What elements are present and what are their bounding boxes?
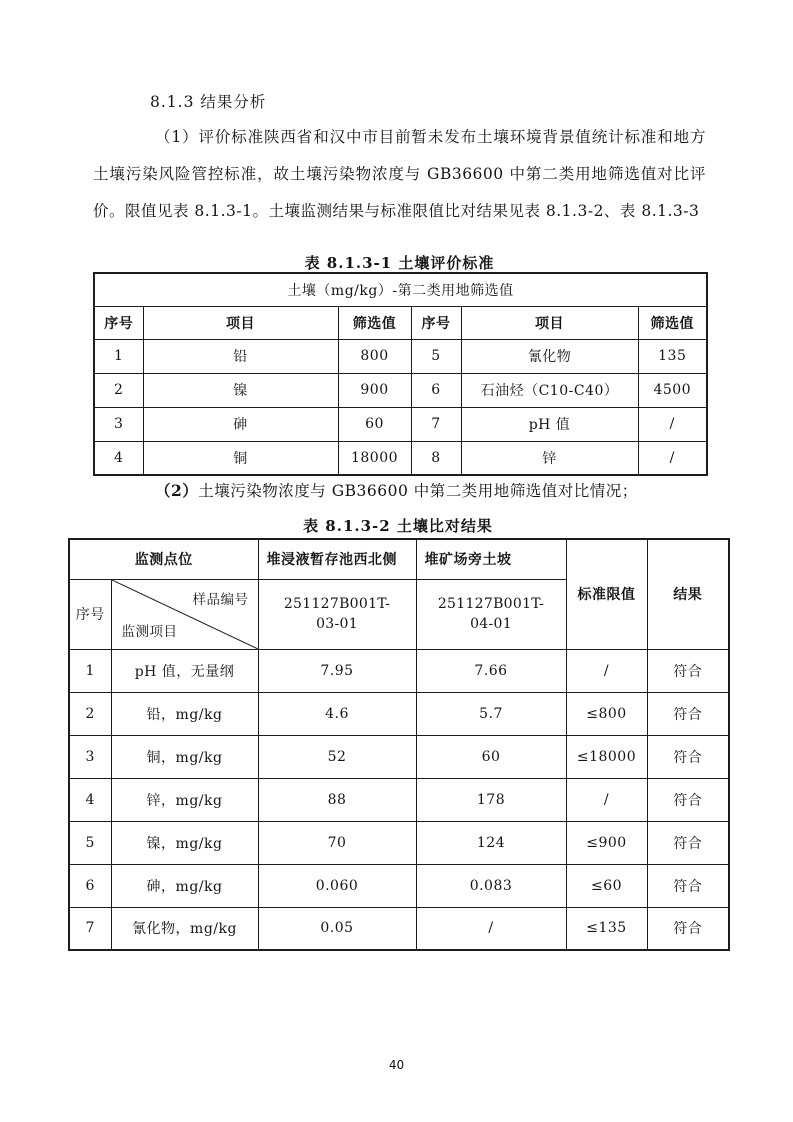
table2-result: 符合 — [647, 821, 729, 864]
table1-header-cell: 项目 — [461, 306, 638, 339]
table2-limit: ≤60 — [566, 864, 647, 907]
table-row — [94, 373, 707, 407]
table2-value1: 4.6 — [258, 692, 416, 735]
table2-value1: 0.060 — [258, 864, 416, 907]
table2-value2: 5.7 — [416, 692, 566, 735]
soil-standard-table — [93, 272, 708, 476]
table1-cell: 60 — [338, 407, 411, 441]
paragraph-1-text: 评价标准陕西省和汉中市目前暂未发布土壤环境背景值统计标准和地方土壤污染风险管控标准，故土壤污染物浓度与 GB36600 中第二类用地筛选值对比评价。限值见表 8.1.3-1。土壤监测结果与标准限值比对结果见表 8.1.3-2、表 8.1.3-3 — [93, 128, 706, 220]
table1-cell: 800 — [338, 339, 411, 373]
table2-value2: 7.66 — [416, 649, 566, 692]
table-row — [69, 778, 729, 821]
table-row — [69, 649, 729, 692]
table2-site1: 堆浸液暂存池西北侧 — [258, 539, 416, 579]
table2-result: 符合 — [647, 864, 729, 907]
table2-site2: 堆矿场旁土坡 — [416, 539, 566, 579]
table-row — [69, 821, 729, 864]
table1-cell: 镍 — [143, 373, 338, 407]
table1-cell: 锌 — [461, 441, 638, 475]
table1-cell: 900 — [338, 373, 411, 407]
table2-limit: ≤800 — [566, 692, 647, 735]
table2-seq-label: 序号 — [69, 579, 111, 649]
table2-value1: 88 — [258, 778, 416, 821]
table1-cell: 7 — [411, 407, 461, 441]
table2-result: 符合 — [647, 778, 729, 821]
table2-value1: 7.95 — [258, 649, 416, 692]
page-number: 40 — [388, 1058, 405, 1072]
table2-value2: 124 — [416, 821, 566, 864]
table1-cell: 1 — [94, 339, 143, 373]
table2-sample2-id-cell — [416, 579, 566, 649]
table-row — [69, 907, 729, 950]
table1-cell: 5 — [411, 339, 461, 373]
table1-cell: / — [638, 441, 707, 475]
table1-header-cell: 筛选值 — [638, 306, 707, 339]
table1-cell: 砷 — [143, 407, 338, 441]
table2-item: 氰化物，mg/kg — [111, 907, 258, 950]
paragraph-1-number: （1） — [155, 128, 199, 146]
table2-item: 镍，mg/kg — [111, 821, 258, 864]
table2-item: 锌，mg/kg — [111, 778, 258, 821]
table1-header-cell: 筛选值 — [338, 306, 411, 339]
section-heading: 8.1.3 结果分析 — [150, 93, 267, 111]
table1-header-cell: 项目 — [143, 306, 338, 339]
table2-seq: 1 — [69, 649, 111, 692]
table1-cell: 18000 — [338, 441, 411, 475]
table1-caption: 表 8.1.3-1 土壤评价标准 — [304, 254, 495, 272]
paragraph-2-text: 土壤污染物浓度与 GB36600 中第二类用地筛选值对比情况； — [198, 482, 638, 500]
table2-seq: 4 — [69, 778, 111, 821]
table1-cell: 铅 — [143, 339, 338, 373]
table1-cell: 3 — [94, 407, 143, 441]
table2-value2: 0.083 — [416, 864, 566, 907]
table2-value1: 70 — [258, 821, 416, 864]
table2-result-label: 结果 — [647, 539, 729, 649]
table1-cell: 4500 — [638, 373, 707, 407]
table1-band-row — [94, 273, 707, 306]
table2-caption: 表 8.1.3-2 土壤比对结果 — [303, 517, 493, 535]
table2-result: 符合 — [647, 735, 729, 778]
table-row — [94, 339, 707, 373]
table1-cell: 8 — [411, 441, 461, 475]
table-row — [69, 692, 729, 735]
table2-limit: ≤18000 — [566, 735, 647, 778]
table2-item: 铜，mg/kg — [111, 735, 258, 778]
table2-seq: 6 — [69, 864, 111, 907]
table2-value2: / — [416, 907, 566, 950]
table1-cell: 6 — [411, 373, 461, 407]
paragraph-2 — [93, 479, 733, 501]
table2-result: 符合 — [647, 649, 729, 692]
table2-seq: 5 — [69, 821, 111, 864]
table2-value1: 0.05 — [258, 907, 416, 950]
table2-item: 铅，mg/kg — [111, 692, 258, 735]
table2-seq: 2 — [69, 692, 111, 735]
table2-limit: ≤135 — [566, 907, 647, 950]
table1-band: 土壤（mg/kg）-第二类用地筛选值 — [94, 273, 707, 306]
table1-cell: 135 — [638, 339, 707, 373]
table1-header-cell: 序号 — [411, 306, 461, 339]
table-row — [69, 864, 729, 907]
table2-diagonal-header-cell — [111, 579, 258, 649]
table2-value1: 52 — [258, 735, 416, 778]
table2-seq: 7 — [69, 907, 111, 950]
table1-header-cell: 序号 — [94, 306, 143, 339]
table2-limit: / — [566, 778, 647, 821]
table1-cell: 2 — [94, 373, 143, 407]
monitor-item-label: 监测项目 — [121, 623, 178, 640]
table1-cell: pH 值 — [461, 407, 638, 441]
table2-value2: 60 — [416, 735, 566, 778]
table2-limit: ≤900 — [566, 821, 647, 864]
sample2-id: 251127B001T-04-01 — [437, 596, 545, 632]
sample1-id: 251127B001T-03-01 — [283, 596, 391, 632]
table2-limit: / — [566, 649, 647, 692]
sample-id-label: 样品编号 — [192, 591, 249, 608]
table2-result: 符合 — [647, 692, 729, 735]
table2-sample1-id-cell — [258, 579, 416, 649]
table2-item: pH 值，无量纲 — [111, 649, 258, 692]
table-row — [94, 407, 707, 441]
paragraph-2-number: （2） — [155, 481, 199, 500]
soil-comparison-table — [68, 538, 730, 951]
table2-item: 砷，mg/kg — [111, 864, 258, 907]
table1-cell: / — [638, 407, 707, 441]
table1-cell: 石油烃（C10-C40） — [461, 373, 638, 407]
table2-site-label: 监测点位 — [69, 539, 258, 579]
table-row — [94, 441, 707, 475]
table2-header-row-1 — [69, 539, 729, 579]
table2-result: 符合 — [647, 907, 729, 950]
table1-cell: 铜 — [143, 441, 338, 475]
table2-seq: 3 — [69, 735, 111, 778]
paragraph-1 — [93, 119, 706, 230]
table1-cell: 4 — [94, 441, 143, 475]
table1-cell: 氰化物 — [461, 339, 638, 373]
table1-header-row — [94, 306, 707, 339]
table2-limit-label: 标准限值 — [566, 539, 647, 649]
table2-value2: 178 — [416, 778, 566, 821]
table-row — [69, 735, 729, 778]
